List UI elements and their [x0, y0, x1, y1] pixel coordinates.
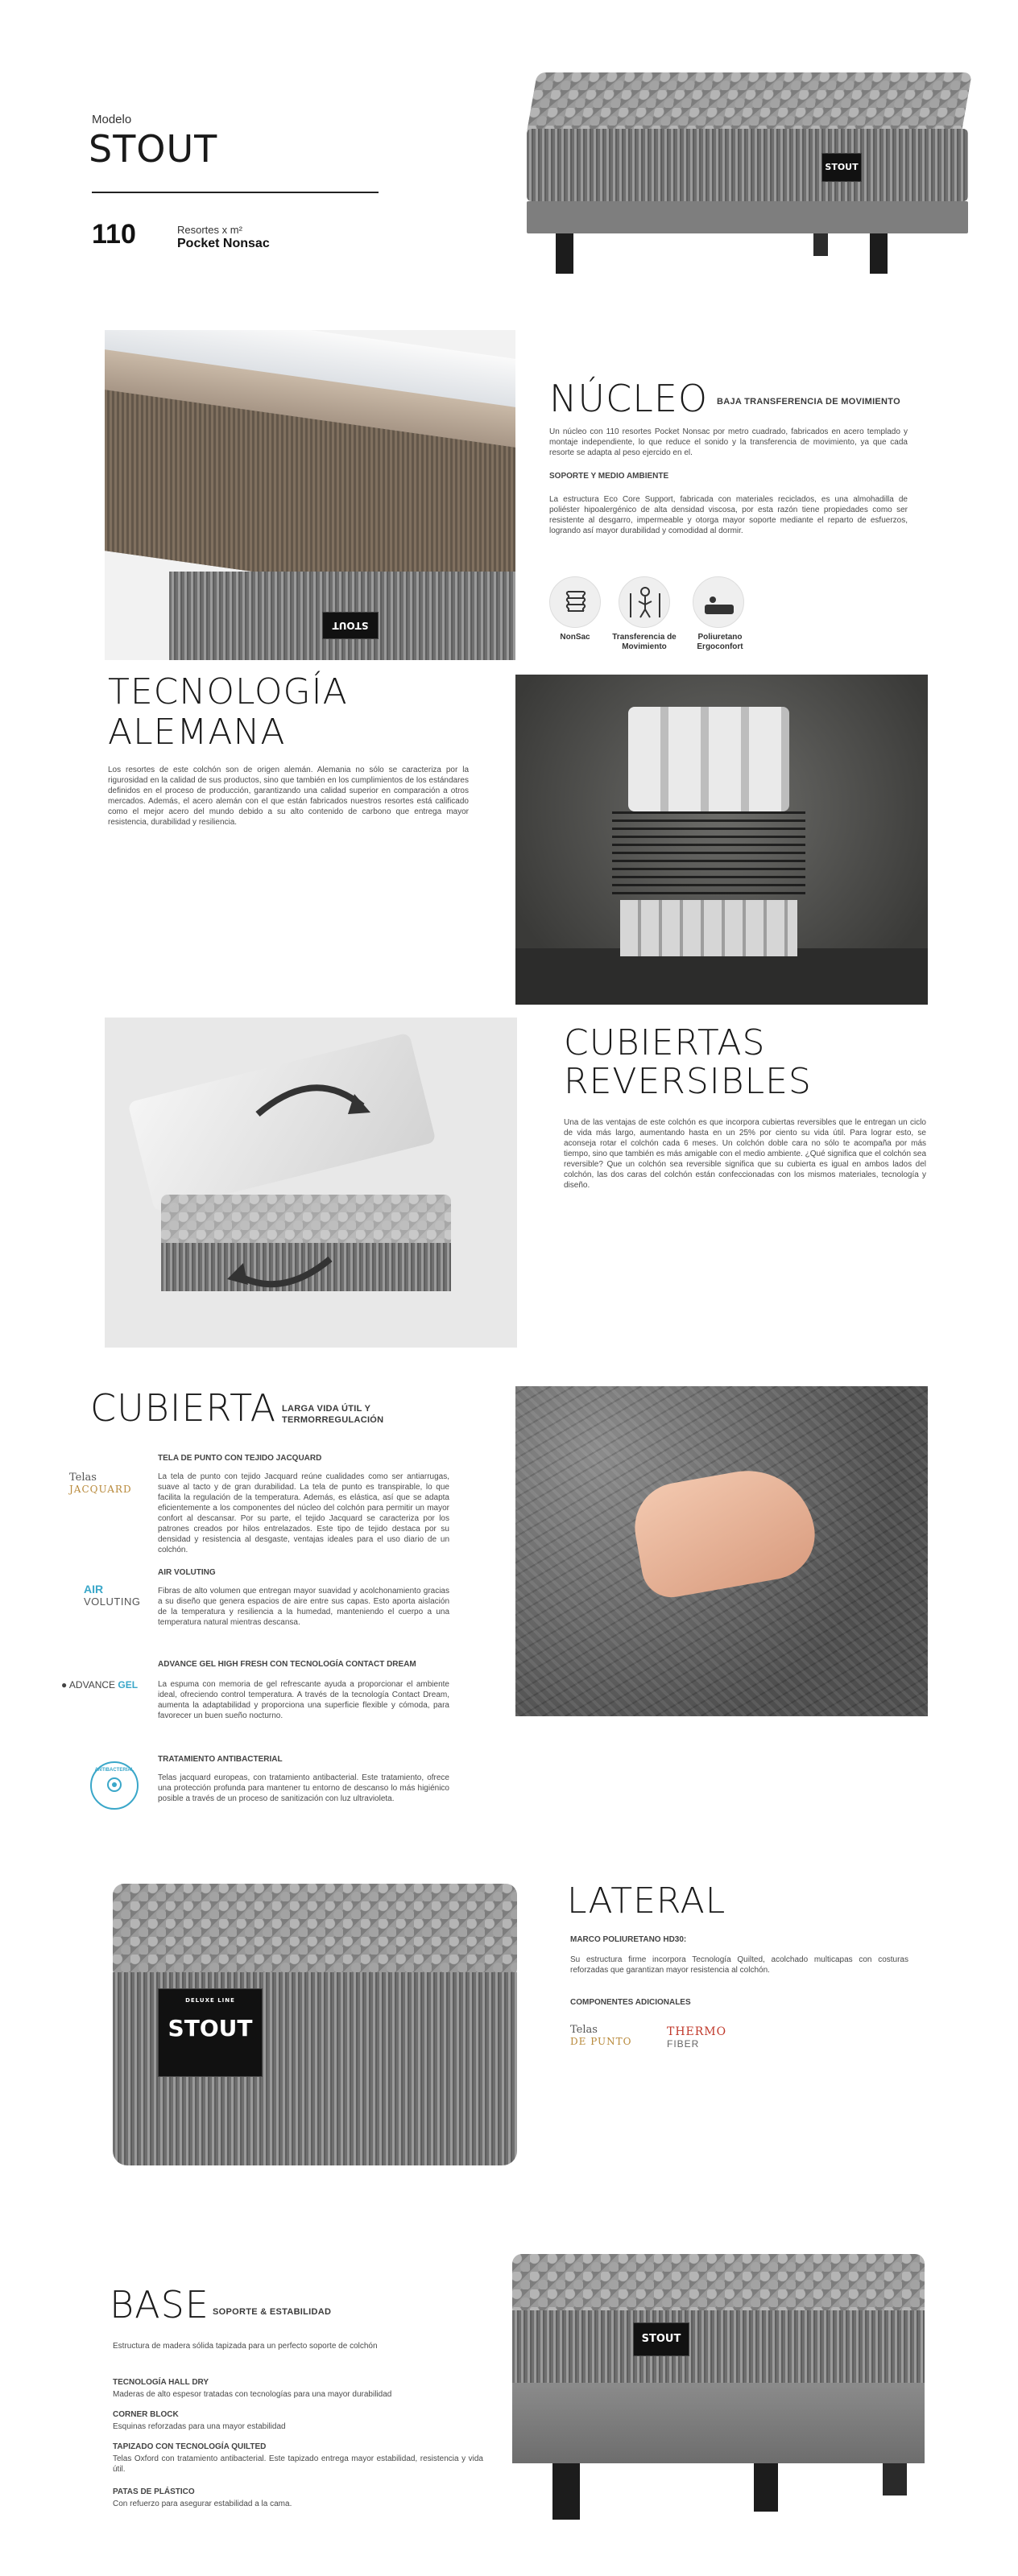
gel-logo-bottom: GEL [118, 1679, 139, 1690]
coil-springs [612, 811, 805, 900]
hand-on-fabric-photo [515, 1386, 928, 1716]
feature-gel-heading: ADVANCE GEL HIGH FRESH CON TECNOLOGÍA CONTACT DREAM [158, 1660, 416, 1669]
feature-air-body: Fibras de alto volumen que entregan mayor suavidad y acolchonamiento gracias a su diseño que genera espacios de aire entre sus capas. Esto aporta aislación de la temperatura y resiliencia a la humedad, manteniendo el cuerpo a una temperatura natural mientras descansa. [158, 1587, 449, 1627]
base-item-heading: CORNER BLOCK [113, 2410, 179, 2419]
gel-logo-top: ADVANCE [68, 1679, 116, 1690]
base-leg [754, 2463, 778, 2512]
base-title: BASE [110, 2283, 209, 2326]
brand-tag: STOUT [322, 612, 379, 639]
lateral-extra-heading: COMPONENTES ADICIONALES [570, 1998, 691, 2007]
thermo-fiber-logo [667, 2025, 726, 2050]
feature-jacquard-body: La tela de punto con tejido Jacquard reúne cualidades como ser antiarrugas, suave al tacto y de gran durabilidad. La tela de punto es transpirable, lo que facilita la regulación de la temperatura. Además, es elástica, así que se adapta eficientemente a los componentes del núcleo del colchón para permitir un mayor confort al descansar. Por su parte, el tejido Jacquard se caracteriza por los patrones creados por hilos entrelazados. Este tipo de tejido destaca por su densidad y resistencia al desgaste, ventajas ideales para el uso diario de un colchón. [158, 1472, 449, 1554]
deluxe-line-label: DELUXE LINE [185, 1997, 235, 2004]
spring-rolls [628, 707, 789, 811]
tech-title-line2: ALEMANA [108, 712, 286, 753]
base-intro: Estructura de madera sólida tapizada para un perfecto soporte de colchón [113, 2342, 378, 2351]
reversible-title-line2: REVERSIBLES [564, 1061, 812, 1102]
telas-logo-bottom: DE PUNTO [570, 2036, 632, 2047]
feature-antibacterial-body: Telas jacquard europeas, con tratamiento antibacterial. Este tratamiento, ofrece una protección profunda para mantener tu entorno de descanso lo más higiénico posible a través de un proceso de sanitización con luz ultravioleta. [158, 1773, 449, 1803]
polyurethane-icon [693, 576, 744, 628]
air-logo-top: AIR [84, 1583, 104, 1596]
air-voluting-logo [84, 1583, 148, 1608]
feature-antibacterial-heading: TRATAMIENTO ANTIBACTERIAL [158, 1755, 283, 1764]
floor [515, 948, 928, 1005]
reversible-body: Una de las ventajas de este colchón es que incorpora cubiertas reversibles que le entregan un ciclo de vida más largo, aumentando hasta en un 25% por ciento su vida útil. Para lograr esto, se aconseja rotar el colchón cada 6 meses. Un colchón doble cara no sólo te acompaña por más tiempo, sino que también es más amigable con el medio ambiente. ¿Qué significa que el colchón sea reversible? Que un colchón sea reversible significa que su cubierta es igual en ambos lados del colchón, las dos caras del colchón están confeccionadas con los mismos materiales, tecnología y diseño. [564, 1118, 926, 1190]
lateral-brand-name: STOUT [168, 2015, 253, 2041]
jacquard-logo-top: Telas [69, 1472, 97, 1484]
spring-type: Pocket Nonsac [177, 237, 270, 250]
base-photo [512, 2238, 925, 2528]
base-leg [552, 2463, 580, 2520]
base-leg [870, 233, 888, 274]
lateral-body: Su estructura firme incorpora Tecnología Quilted, acolchado multicapas con costuras reforzadas que garantizan mayor resistencia al colchón. [570, 1955, 908, 1975]
nucleo-body: Un núcleo con 110 resortes Pocket Nonsac por metro cuadrado, fabricados en acero templado y montaje independiente, lo que reduce el sonido y la transferencia de movimiento, ya que cada resorte se adapta al peso ejercido en el. [549, 427, 908, 457]
base-leg [813, 233, 828, 256]
gel-drop-icon: ● [61, 1679, 68, 1690]
support-heading: SOPORTE Y MEDIO AMBIENTE [549, 472, 669, 481]
base-subtitle: SOPORTE & ESTABILIDAD [213, 2307, 332, 2317]
air-logo-bottom: VOLUTING [84, 1596, 141, 1608]
pocket-springs [620, 900, 797, 956]
box-base [527, 201, 968, 233]
lateral-title: LATERAL [567, 1880, 726, 1922]
base-brand-tag: STOUT [633, 2322, 689, 2356]
model-name: STOUT [89, 127, 218, 171]
base-mattress-top [512, 2254, 925, 2318]
base-item-body: Telas Oxford con tratamiento antibacterial. Este tapizado entrega mayor estabilidad, resistencia y vida útil. [113, 2454, 483, 2474]
model-label: Modelo [92, 113, 132, 126]
feature-air-heading: AIR VOLUTING [158, 1568, 216, 1577]
jacquard-logo [69, 1472, 150, 1495]
thermo-logo-bottom: FIBER [667, 2038, 700, 2050]
telas-logo-top: Telas [570, 2024, 598, 2036]
jacquard-logo-bottom: JACQUARD [69, 1484, 132, 1495]
base-leg [556, 233, 573, 274]
motion-transfer-icon [619, 576, 670, 628]
support-body: La estructura Eco Core Support, fabricada con materiales reciclados, es una almohadilla de poliéster hipoalergénico de alta densidad viscosa, por esta razón tiene propiedades como ser resistente al desgarro, impermeable y otorga mayor soporte mediante el reparto de esfuerzos, logrando así mayor durabilidad y comodidad al dormir. [549, 495, 908, 535]
mattress-hero-photo [515, 72, 983, 306]
reversible-title-line1: CUBIERTAS [564, 1022, 766, 1063]
mattress-side [527, 129, 968, 201]
rotate-arrow-top [250, 1074, 379, 1130]
antibacterial-logo-text: ANTIBACTERIAL [94, 1768, 134, 1773]
nonsac-icon [549, 576, 601, 628]
base-box [512, 2383, 925, 2463]
cover-subtitle-2: TERMORREGULACIÓN [282, 1415, 384, 1425]
reversible-photo [105, 1018, 517, 1348]
lateral-brand-tag [158, 1988, 263, 2077]
thermo-logo-top: THERMO [667, 2025, 727, 2038]
motion-transfer-label: Transferencia de Movimiento [612, 633, 677, 651]
lateral-heading: MARCO POLIURETANO HD30: [570, 1935, 687, 1944]
nucleo-subtitle: BAJA TRANSFERENCIA DE MOVIMIENTO [717, 397, 900, 407]
german-springs-photo [515, 675, 928, 1005]
base-leg [883, 2463, 907, 2496]
feature-jacquard-heading: TELA DE PUNTO CON TEJIDO JACQUARD [158, 1454, 322, 1463]
tech-body: Los resortes de este colchón son de origen alemán. Alemania no sólo se caracteriza por la rigurosidad en la calidad de sus productos, sino que también en los cumplimientos de los estándares definidos en el proceso de producción, garantizando una calidad superior en comparación a otros mercados. Además, el acero alemán con el que están fabricados nuestros resortes está calificado como el mejor acero del mundo debido a su alto contenido de carbono que entrega mayor resistencia, durabilidad y resiliencia. [108, 766, 469, 827]
base-item-heading: PATAS DE PLÁSTICO [113, 2487, 195, 2496]
spring-count: 110 [92, 219, 136, 250]
base-item-body: Con refuerzo para asegurar estabilidad a la cama. [113, 2500, 292, 2508]
feature-gel-body: La espuma con memoria de gel refrescante ayuda a proporcionar el ambiente ideal, ofreciendo control temperatura. A través de la tecnología Contact Dream, aumenta la adaptabilidad y proporciona una superficie flexible y cómoda, para favorecer un buen sueño nocturno. [158, 1680, 449, 1720]
lateral-photo [113, 1884, 517, 2198]
base-item-heading: TECNOLOGÍA HALL DRY [113, 2378, 209, 2387]
bacteria-icon [102, 1773, 126, 1797]
telas-de-punto-logo [570, 2024, 632, 2047]
rotate-arrow-bottom [226, 1251, 338, 1299]
base-item-heading: TAPIZADO CON TECNOLOGÍA QUILTED [113, 2442, 267, 2451]
base-item-body: Maderas de alto espesor tratadas con tecnologías para una mayor durabilidad [113, 2390, 392, 2399]
lateral-top [113, 1884, 517, 1980]
brand-tag: STOUT [821, 153, 862, 182]
spring-unit: Resortes x m² [177, 224, 242, 236]
mattress-top [526, 72, 972, 137]
nonsac-label: NonSac [560, 633, 590, 642]
nucleo-title: NÚCLEO [549, 377, 709, 420]
header-divider [92, 192, 379, 193]
cover-subtitle-1: LARGA VIDA ÚTIL Y [282, 1404, 371, 1414]
base-mattress-side [512, 2310, 925, 2383]
base-item-body: Esquinas reforzadas para una mayor estabilidad [113, 2422, 286, 2431]
polyurethane-label: Poliuretano Ergoconfort [697, 633, 743, 651]
core-layers-photo [105, 330, 515, 660]
advance-gel-logo [61, 1679, 150, 1690]
cover-title: CUBIERTA [90, 1386, 277, 1430]
antibacterial-logo [90, 1761, 139, 1810]
tech-title-line1: TECNOLOGÍA [108, 671, 348, 712]
